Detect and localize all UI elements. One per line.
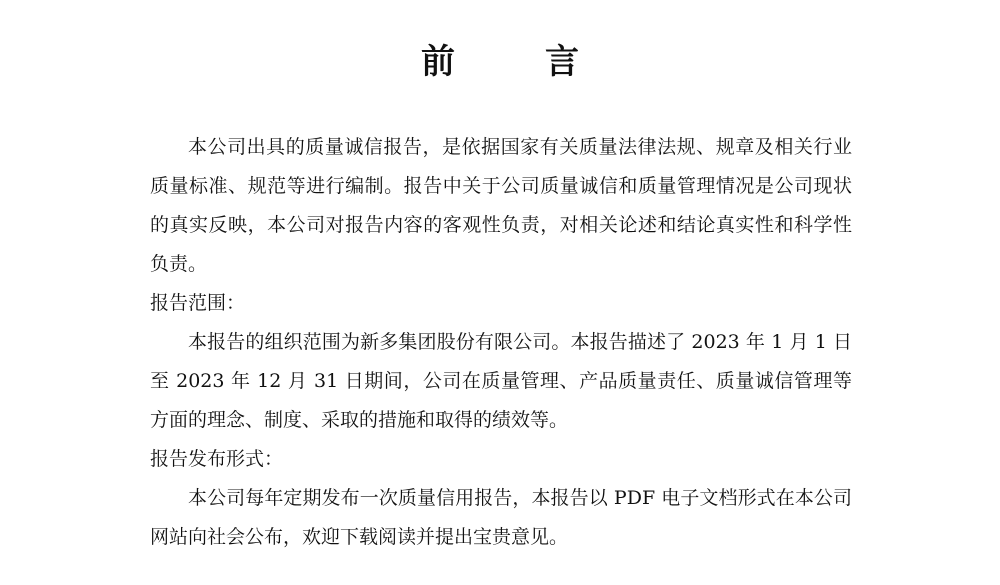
scope-paragraph: 本报告的组织范围为新多集团股份有限公司。本报告描述了 2023 年 1 月 1 日至 2023 年 12 月 31 日期间，公司在质量管理、产品质量责任、质量诚信管理等方面的理念、制度、采取的措施和取得的绩效等。 xyxy=(150,331,852,431)
intro-paragraph: 本公司出具的质量诚信报告，是依据国家有关质量法律法规、规章及相关行业质量标准、规范等进行编制。报告中关于公司质量诚信和质量管理情况是公司现状的真实反映，本公司对报告内容的客观性负责，对相关论述和结论真实性和科学性负责。 xyxy=(150,136,852,275)
document-body xyxy=(150,128,852,557)
publication-paragraph: 本公司每年定期发布一次质量信用报告，本报告以 PDF 电子文档形式在本公司网站向社会公布，欢迎下载阅读并提出宝贵意见。 xyxy=(150,487,852,548)
page-title: 前 言 xyxy=(421,42,607,82)
publication-heading: 报告发布形式： xyxy=(150,448,284,470)
scope-heading: 报告范围： xyxy=(150,292,246,314)
